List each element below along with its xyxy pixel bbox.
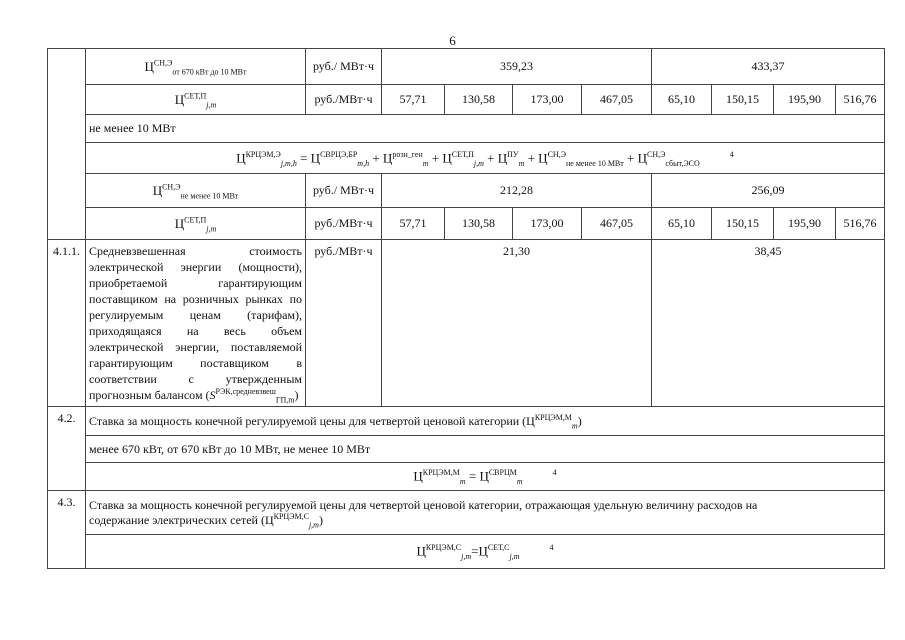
unit-label: руб./МВт·ч [306, 85, 382, 115]
sn-670-symbol: $Ц^{СН,Э}_{от 670 кВт до 10 МВт}$ [86, 49, 306, 85]
footnote-marker: 4 [552, 468, 557, 478]
set-value: 467,05 [582, 208, 652, 240]
voltage-group-label: не менее 10 МВт [86, 115, 885, 143]
row-42-title: Ставка за мощность конечной регулируемой цены для четвертой ценовой категории $(Ц^{КРЦЭМ,М}_m)$ [86, 407, 885, 436]
sn-10-symbol: $Ц^{СН,Э}_{не менее 10 МВт}$ [86, 174, 306, 208]
table-row [48, 85, 885, 115]
row-411-value-1: 21,30 [382, 240, 652, 407]
formula-network-capacity-rate: $Ц^{КРЦЭМ,С}_{j,m}=Ц^{СЕТ,С}_{j,m}^4$ [86, 535, 885, 569]
tariff-table [47, 48, 885, 569]
desc-line: Средневзвешенная стоимость [89, 244, 302, 258]
set-value: 173,00 [513, 85, 582, 115]
row-43-title [86, 491, 885, 535]
set-symbol: $Ц^{СЕТ,П}_{j,m}$ [86, 85, 306, 115]
formula-final-price-energy: $Ц^{КРЦЭМ,Э}_{j,m,h} = Ц^{СВРЦЭ,БР}_{m,h} + Ц^{розн\_ген}_m + Ц^{СЕТ,П}_{j,m} + Ц^{ПУ}_m + Ц^{СН,Э}_{не менее 10 МВт} + Ц^{СН,Э}_{сбыт,ЭСО}^4$ [86, 143, 885, 174]
set-value: 150,15 [712, 85, 774, 115]
page-number: 6 [449, 33, 456, 48]
desc-line: прогнозным балансом $(S^{РЭК,средневзвеш}_{ГП,m})$ [89, 387, 299, 405]
unit-label: руб./МВт·ч [306, 208, 382, 240]
set-value: 173,00 [513, 208, 582, 240]
set-symbol: $Ц^{СЕТ,П}_{j,m}$ [86, 208, 306, 240]
desc-line: поставщиком на розничных рынках по [89, 292, 302, 306]
table-row [48, 535, 885, 569]
set-value: 65,10 [652, 208, 712, 240]
table-row [48, 208, 885, 240]
set-value: 130,58 [445, 208, 513, 240]
desc-line: регулируемым ценам (тарифам), [89, 308, 302, 322]
row-43-line-1: Ставка за мощность конечной регулируемой цены для четвертой ценовой категории, отражающая удельную величину расходов на [89, 497, 758, 512]
sn-670-value-2: 433,37 [652, 49, 885, 85]
set-value: 516,76 [836, 208, 885, 240]
row-number: 4.3. [48, 491, 86, 569]
unit-label: руб./ МВт·ч [306, 174, 382, 208]
table-row [48, 240, 885, 407]
desc-line: приходящаяся на весь объем [89, 324, 302, 338]
desc-line: соответствии с утвержденным [89, 372, 302, 386]
set-value: 195,90 [774, 85, 836, 115]
sn-10-value-2: 256,09 [652, 174, 885, 208]
table-row [48, 463, 885, 491]
row-43-line-2: содержание электрических сетей $(Ц^{КРЦЭМ,С}_{j,m})$ [89, 511, 323, 529]
row-411-value-2: 38,45 [652, 240, 885, 407]
unit-label: руб./ МВт·ч [306, 49, 382, 85]
table-row [48, 407, 885, 436]
set-value: 130,58 [445, 85, 513, 115]
set-value: 150,15 [712, 208, 774, 240]
table-row [48, 491, 885, 535]
desc-line: электрической энергии (мощности), [89, 260, 302, 274]
table-row [48, 174, 885, 208]
footnote-marker: 4 [549, 543, 554, 553]
table-row [48, 49, 885, 85]
set-value: 467,05 [582, 85, 652, 115]
sn-670-value-1: 359,23 [382, 49, 652, 85]
set-value: 57,71 [382, 208, 445, 240]
set-value: 65,10 [652, 85, 712, 115]
table-row [48, 436, 885, 463]
set-value: 516,76 [836, 85, 885, 115]
row-411-description [86, 240, 306, 407]
table-row [48, 143, 885, 174]
formula-capacity-rate: $Ц^{КРЦЭМ,М}_m = Ц^{СВРЦМ}_m^4$ [86, 463, 885, 491]
row-42-subtext: менее 670 кВт, от 670 кВт до 10 МВт, не менее 10 МВт [86, 436, 885, 463]
desc-line: гарантирующим поставщиком в [89, 356, 302, 370]
footnote-marker: 4 [729, 149, 734, 159]
desc-line: электрической энергии, поставляемой [89, 340, 302, 354]
table-row [48, 115, 885, 143]
unit-label: руб./МВт·ч [306, 240, 382, 407]
empty-number-cell [48, 49, 86, 240]
row-number: 4.1.1. [48, 240, 86, 407]
row-number: 4.2. [48, 407, 86, 491]
set-value: 195,90 [774, 208, 836, 240]
desc-line: приобретаемой гарантирующим [89, 276, 302, 290]
sn-10-value-1: 212,28 [382, 174, 652, 208]
set-value: 57,71 [382, 85, 445, 115]
